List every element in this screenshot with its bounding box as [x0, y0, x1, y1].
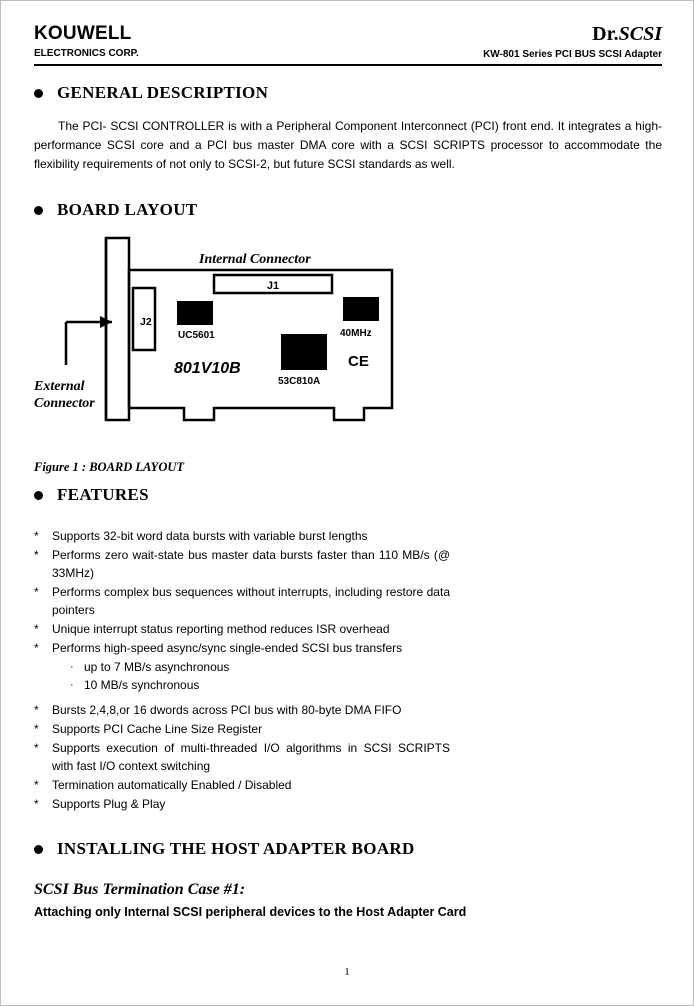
list-marker: *	[34, 548, 39, 562]
bullet-icon	[34, 491, 43, 500]
list-marker: *	[34, 529, 39, 543]
list-marker: *	[34, 585, 39, 599]
ce-label: CE	[348, 353, 369, 370]
list-text: Performs zero wait-state bus master data bursts faster than 110 MB/s (@ 33MHz)	[52, 548, 450, 580]
features-list	[34, 527, 662, 813]
section-heading-board-layout	[34, 200, 662, 220]
list-marker: *	[34, 778, 39, 792]
bullet-icon	[34, 206, 43, 215]
list-text: Supports Plug & Play	[52, 797, 166, 811]
list-text: Supports execution of multi-threaded I/O algorithms in SCSI SCRIPTS with fast I/O context switching	[52, 741, 450, 773]
installing-title: INSTALLING THE HOST ADAPTER BOARD	[57, 839, 415, 858]
external-connector-label	[34, 378, 95, 412]
general-description-body: The PCI- SCSI CONTROLLER is with a Peripheral Component Interconnect (PCI) front end. It integrates a high-performance SCSI core and a PCI bus master DMA core with a SCSI SCRIPTS processor to accommodate the flexibility requirements of not only to SCSI-2, but future SCSI standards as well.	[34, 119, 662, 171]
company-subtitle: ELECTRONICS CORP.	[34, 48, 139, 59]
list-item	[34, 701, 662, 719]
list-marker: *	[34, 641, 39, 655]
header-divider	[34, 64, 662, 66]
bullet-icon	[34, 845, 43, 854]
list-subtext: up to 7 MB/s asynchronous	[84, 660, 230, 674]
list-text: Unique interrupt status reporting method reduces ISR overhead	[52, 622, 390, 636]
section-heading-installing	[34, 839, 662, 859]
list-subitem	[34, 676, 662, 694]
page-header	[34, 23, 662, 65]
controller-chip	[282, 335, 326, 369]
list-item	[34, 583, 662, 619]
list-marker: *	[34, 622, 39, 636]
list-text: Performs high-speed async/sync single-ended SCSI bus transfers	[52, 641, 403, 655]
list-text: Supports 32-bit word data bursts with variable burst lengths	[52, 529, 368, 543]
board-id-label: 801V10B	[174, 360, 241, 377]
board-layout-title: BOARD LAYOUT	[57, 200, 198, 219]
brand-prefix: Dr.	[592, 23, 619, 45]
page-number: 1	[344, 966, 350, 978]
features-title: FEATURES	[57, 485, 149, 504]
uc5601-chip	[178, 302, 212, 324]
company-name: KOUWELL	[34, 23, 132, 44]
j2-label: J2	[140, 316, 152, 328]
controller-label: 53C810A	[278, 376, 321, 387]
list-marker: *	[34, 797, 39, 811]
board-layout-figure	[34, 230, 662, 458]
termination-case-title: SCSI Bus Termination Case #1:	[34, 881, 246, 898]
list-subtext: 10 MB/s synchronous	[84, 678, 200, 692]
list-item	[34, 739, 662, 775]
figure-caption: Figure 1 : BOARD LAYOUT	[34, 460, 185, 474]
oscillator-chip	[344, 298, 378, 320]
list-item	[34, 527, 662, 545]
list-marker: *	[34, 703, 39, 717]
page-content	[34, 23, 662, 919]
list-item	[34, 639, 662, 657]
list-marker: *	[34, 722, 39, 736]
oscillator-label: 40MHz	[340, 328, 372, 339]
external-connector-line1: External	[34, 379, 85, 394]
j1-label: J1	[266, 280, 280, 292]
bullet-icon	[34, 89, 43, 98]
list-item	[34, 546, 662, 582]
brand-italic: SCSI	[618, 23, 662, 45]
termination-case-subtitle: Attaching only Internal SCSI peripheral devices to the Host Adapter Card	[34, 905, 467, 919]
internal-connector-label: Internal Connector	[199, 252, 311, 267]
list-marker: *	[34, 741, 39, 755]
list-text: Bursts 2,4,8,or 16 dwords across PCI bus with 80-byte DMA FIFO	[52, 703, 402, 717]
brand-logo	[592, 23, 662, 46]
list-item	[34, 776, 662, 794]
section-heading-features	[34, 485, 662, 505]
external-connector-line2: Connector	[34, 396, 95, 411]
bracket-outline	[106, 238, 129, 420]
product-line: KW-801 Series PCI BUS SCSI Adapter	[483, 49, 662, 60]
list-text: Termination automatically Enabled / Disabled	[52, 778, 292, 792]
list-subitem	[34, 658, 662, 676]
list-item	[34, 795, 662, 813]
general-description-title: GENERAL DESCRIPTION	[57, 83, 269, 102]
list-text: Performs complex bus sequences without interrupts, including restore data pointers	[52, 585, 450, 617]
section-heading-general-description	[34, 83, 662, 103]
list-item	[34, 620, 662, 638]
list-item	[34, 720, 662, 738]
list-submarker: ·	[70, 661, 74, 673]
list-text: Supports PCI Cache Line Size Register	[52, 722, 263, 736]
uc5601-label: UC5601	[178, 330, 215, 341]
list-submarker: ·	[70, 679, 74, 691]
